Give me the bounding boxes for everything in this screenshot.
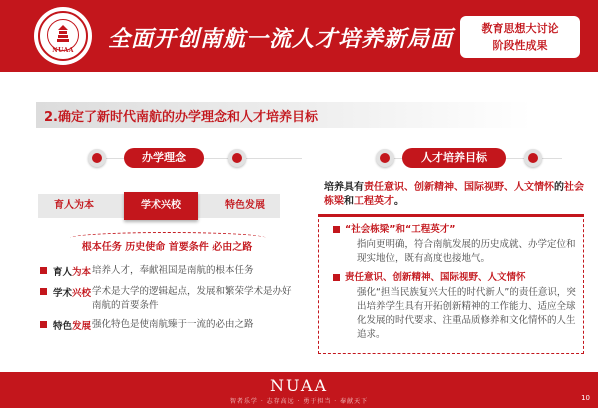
left-row-2 — [40, 285, 300, 315]
square-bullet-icon — [40, 288, 47, 295]
goal-item-body: 强化“担当民族复兴大任的时代新人”的责任意识，突出培养学生具有开拓创新精神的工作能力、适应全球化发展的时代要求、注重品质修养和文化情怀的人生追求。 — [357, 287, 576, 340]
footer-bar — [0, 372, 598, 408]
tag-academic[interactable]: 学术兴校 — [124, 192, 198, 220]
section-heading: 2.确定了新时代南航的办学理念和人才培养目标 — [44, 110, 318, 125]
left-bullet-dot-icon — [88, 149, 106, 167]
page-number: 10 — [581, 394, 590, 402]
tag-education[interactable]: 育人为本 — [54, 200, 94, 211]
tag-distinctive[interactable]: 特色发展 — [225, 200, 265, 211]
row-label: 育人为本 — [53, 267, 92, 278]
square-bullet-icon — [40, 267, 47, 274]
square-bullet-icon — [333, 226, 340, 233]
right-pill-title: 人才培养目标 — [402, 148, 506, 168]
logo-text: NUAA — [52, 47, 74, 54]
footer-brand: NUAA — [269, 376, 329, 395]
stage-badge — [460, 16, 580, 58]
row-label: 特色发展 — [53, 321, 92, 332]
badge-line-1: 教育思想大讨论 — [481, 22, 559, 35]
page-title: 全面开创南航一流人才培养新局面 — [108, 26, 454, 52]
header-bar — [0, 0, 598, 72]
badge-line-2: 阶段性成果 — [492, 39, 548, 52]
goal-statement: 培养具有责任意识、创新精神、国际视野、人文情怀的社会栋梁和工程英才。 — [324, 182, 584, 207]
goal-detail-box — [318, 214, 584, 354]
university-logo — [34, 7, 92, 65]
goal-item-2 — [333, 271, 583, 351]
left-bullet-dot-icon-2 — [228, 149, 246, 167]
left-row-3 — [40, 318, 300, 334]
goal-item-body: 指向更明确，符合南航发展的历史成就、办学定位和现实地位，既有高度也接地气。 — [357, 239, 576, 264]
tower-icon — [56, 25, 70, 43]
right-bullet-dot-icon — [376, 149, 394, 167]
keyword-line: 根本任务 历史使命 首要条件 必由之路 — [81, 242, 253, 253]
square-bullet-icon — [333, 274, 340, 281]
left-row-1 — [40, 264, 300, 280]
goal-item-heading: “社会栋梁”和“工程英才” — [345, 224, 456, 235]
row-text: 学术是大学的逻辑起点，发展和繁荣学术是办好南航的首要条件 — [92, 286, 292, 311]
right-bullet-dot-icon-2 — [524, 149, 542, 167]
left-pill-title: 办学理念 — [124, 148, 204, 168]
goal-item-heading: 责任意识、创新精神、国际视野、人文情怀 — [345, 272, 526, 283]
row-label: 学术兴校 — [53, 288, 92, 299]
footer-motto: 智者乐学 · 志存高远 · 勇于担当 · 奉献天下 — [229, 398, 369, 405]
row-text: 强化特色是使南航臻于一流的必由之路 — [92, 319, 254, 330]
row-text: 培养人才，奉献祖国是南航的根本任务 — [92, 265, 254, 276]
square-bullet-icon — [40, 321, 47, 328]
section-heading-band — [36, 102, 532, 128]
goal-item-1 — [333, 223, 583, 269]
